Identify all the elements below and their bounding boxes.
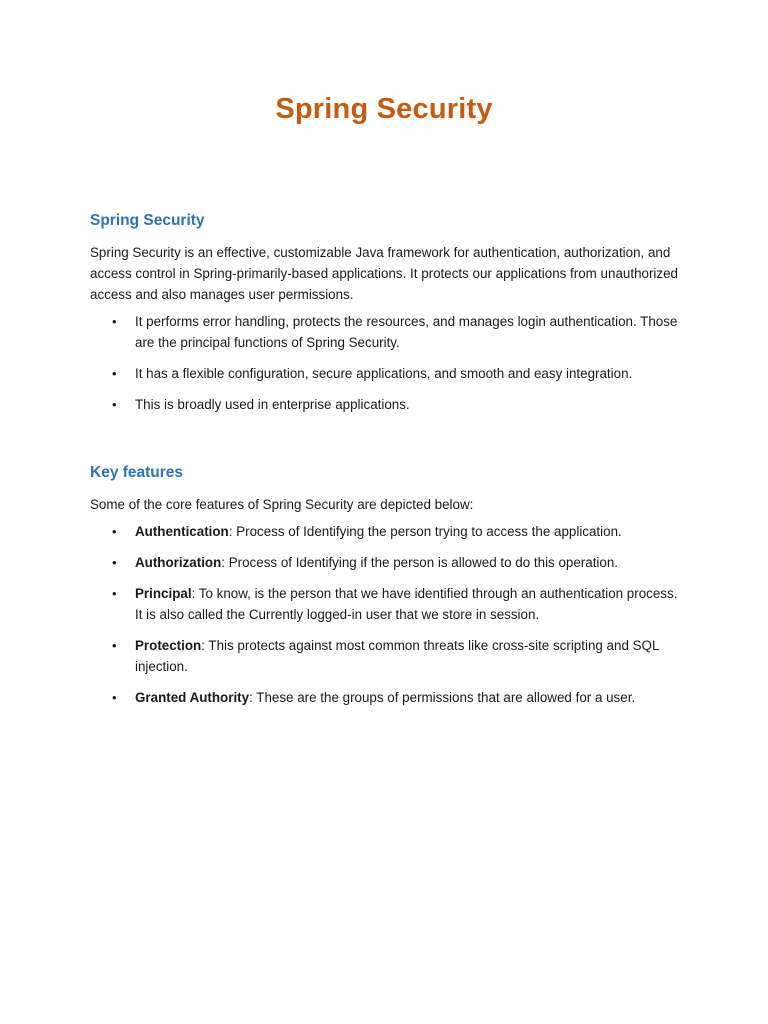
list-item-text: This is broadly used in enterprise applications. — [135, 397, 410, 412]
bullet-icon: • — [112, 524, 117, 539]
section-heading: Spring Security — [90, 212, 205, 229]
bullet-icon: • — [112, 690, 117, 705]
list-item — [90, 687, 680, 708]
feature-description: : This protects against most common threats like cross-site scripting and SQL injection. — [135, 638, 659, 674]
feature-description: : These are the groups of permissions that are allowed for a user. — [249, 690, 636, 705]
bullet-list — [90, 311, 680, 415]
bullet-icon: • — [112, 397, 117, 412]
list-item — [90, 311, 680, 353]
feature-description: : Process of Identifying the person trying to access the application. — [228, 524, 622, 539]
bullet-icon: • — [112, 555, 117, 570]
list-item — [90, 394, 680, 415]
intro-paragraph: Some of the core features of Spring Security are depicted below: — [90, 497, 474, 512]
list-item — [90, 583, 680, 625]
page-title: Spring Security — [275, 93, 493, 125]
feature-term: Principal — [135, 586, 192, 601]
bullet-icon: • — [112, 366, 117, 381]
list-item — [90, 552, 680, 573]
feature-term: Authentication — [135, 524, 229, 539]
list-item-text: It has a flexible configuration, secure applications, and smooth and easy integration. — [135, 366, 633, 381]
feature-description: : To know, is the person that we have identified through an authentication process. It is also called the Currently logged-in user that we store in session. — [135, 586, 678, 622]
list-item-text: It performs error handling, protects the resources, and manages login authentication. Those are the principal functions of Spring Security. — [135, 314, 678, 350]
feature-term: Protection — [135, 638, 202, 653]
feature-term: Granted Authority — [135, 690, 250, 705]
bullet-icon: • — [112, 638, 117, 653]
bullet-icon: • — [112, 314, 117, 329]
list-item — [90, 635, 680, 677]
intro-paragraph: Spring Security is an effective, customizable Java framework for authentication, authorization, and access control in Spring-primarily-based applications. It protects our applications from unauthorized access and also manages user permissions. — [90, 245, 678, 302]
list-item — [90, 521, 680, 542]
section-heading: Key features — [90, 464, 184, 481]
feature-term: Authorization — [135, 555, 222, 570]
bullet-icon: • — [112, 586, 117, 601]
list-item — [90, 363, 680, 384]
section-spring-security — [90, 211, 680, 425]
section-key-features — [90, 463, 680, 718]
feature-description: : Process of Identifying if the person is allowed to do this operation. — [221, 555, 619, 570]
feature-list — [90, 521, 680, 708]
